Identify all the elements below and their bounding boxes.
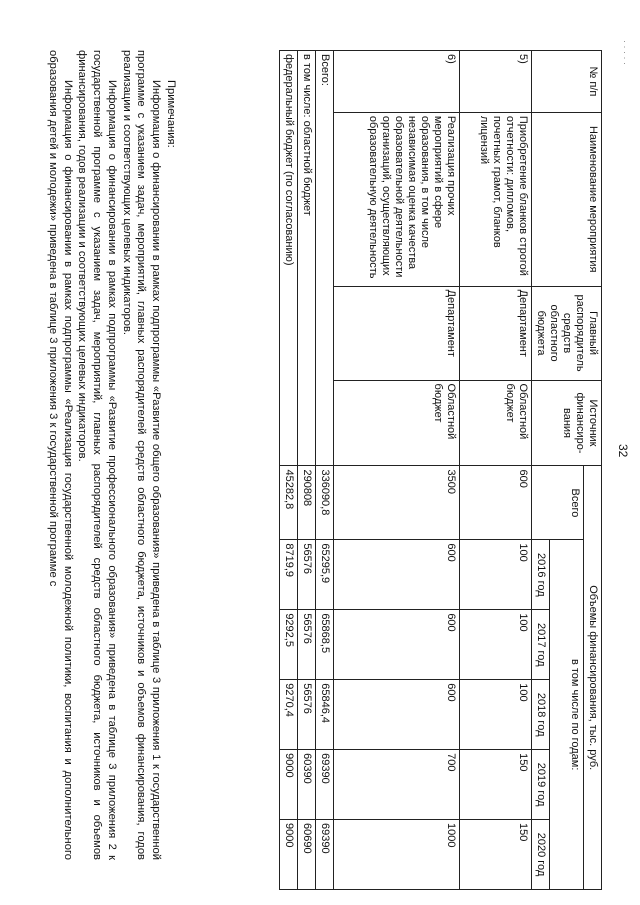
row-name: Реализация прочих мероприятий в сфере образования, в том числе независимая оценка качества образовательной деятельности организаций, осуществляющих образовательную деятельность: [334, 112, 460, 286]
summary-year-value: 56576: [298, 610, 316, 680]
header-name: Наименование мероприятия: [532, 112, 602, 286]
header-year: 2017 год: [532, 610, 550, 680]
row-manager: Департамент: [334, 286, 460, 380]
row-year-value: 600: [334, 540, 460, 610]
header-manager: Главный распорядитель средств областного бюджета: [532, 286, 602, 380]
row-name: Приобретение бланков строгой отчетности: дипломов, почетных грамот, бланков лицензий: [460, 112, 532, 286]
summary-row-regional: [298, 51, 316, 890]
row-year-value: 100: [460, 610, 532, 680]
table-row: [334, 51, 460, 890]
page-number: 32: [616, 444, 630, 458]
notes-paragraph: Информация о финансировании в рамках подпрограммы «Развитие профессионального образования» приведена в таблице 3 приложения 2 к государственной программе с указанием задач, мероприятий, главных распорядителей средств областного бюджета, источников и объемов финансирования, годов реализации и соответствующих целевых индикаторов.: [76, 50, 118, 860]
summary-year-value: 9270,4: [280, 680, 298, 750]
header-year: 2016 год: [532, 540, 550, 610]
summary-year-value: 69390: [316, 750, 334, 820]
notes-title: Примечания:: [165, 80, 177, 148]
header-year: 2019 год: [532, 750, 550, 820]
row-year-value: 700: [334, 750, 460, 820]
row-manager: Департамент: [460, 286, 532, 380]
notes-paragraph: Информация о финансировании в рамках подпрограммы «Реализация государственной молодежной политики, воспитания и дополнительного образования детей и молодежи» приведена в таблице 3 приложения 3 к государственной программе с: [46, 50, 74, 860]
row-year-value: 100: [460, 680, 532, 750]
row-year-value: 1000: [334, 820, 460, 890]
row-total: 600: [460, 466, 532, 540]
row-year-value: 100: [460, 540, 532, 610]
summary-year-value: 60390: [298, 750, 316, 820]
row-year-value: 600: [334, 680, 460, 750]
summary-total: 336090,8: [316, 466, 334, 540]
summary-label: в том числе: областной бюджет: [298, 51, 316, 466]
summary-year-value: 65846,4: [316, 680, 334, 750]
notes-section: [45, 50, 178, 860]
header-total: Всего: [532, 466, 584, 540]
summary-year-value: 60690: [298, 820, 316, 890]
header-year: 2020 год: [532, 820, 550, 890]
header-volumes: Объемы финансирования, тыс. руб.: [584, 466, 602, 890]
row-source: Областной бюджет: [334, 380, 460, 466]
row-year-value: 150: [460, 750, 532, 820]
summary-year-value: 56576: [298, 680, 316, 750]
summary-row-federal: [280, 51, 298, 890]
summary-year-value: 65295,9: [316, 540, 334, 610]
summary-year-value: 9292,5: [280, 610, 298, 680]
summary-year-value: 9000: [280, 750, 298, 820]
summary-label: Всего:: [316, 51, 334, 466]
header-year: 2018 год: [532, 680, 550, 750]
summary-year-value: 8719,9: [280, 540, 298, 610]
summary-year-value: 56576: [298, 540, 316, 610]
header-row-1: [584, 51, 602, 890]
header-by-years: в том числе по годам:: [550, 540, 584, 890]
summary-year-value: 65868,5: [316, 610, 334, 680]
summary-label: федеральный бюджет (по согласованию): [280, 51, 298, 466]
financing-table: [279, 50, 602, 890]
header-source: Источник финансиро-вания: [532, 380, 602, 466]
row-num: 6): [334, 51, 460, 113]
row-year-value: 600: [334, 610, 460, 680]
corner-mark: · · · · ·: [620, 40, 630, 65]
summary-total: 45282,8: [280, 466, 298, 540]
summary-year-value: 9000: [280, 820, 298, 890]
row-year-value: 150: [460, 820, 532, 890]
summary-row-total: [316, 51, 334, 890]
notes-paragraph: Информация о финансировании в рамках подпрограммы «Развитие общего образования» приведена в таблице 3 приложения 1 к государственной программе с указанием задач, мероприятий, главных распорядителей средств областного бюджета, источников и объемов финансирования, годов реализации и соответствующих целевых индикаторов.: [120, 50, 163, 860]
row-source: Областной бюджет: [460, 380, 532, 466]
table-row: [460, 51, 532, 890]
summary-year-value: 69390: [316, 820, 334, 890]
header-num: № п/п: [532, 51, 602, 113]
summary-total: 290808: [298, 466, 316, 540]
row-total: 3500: [334, 466, 460, 540]
row-num: 5): [460, 51, 532, 113]
